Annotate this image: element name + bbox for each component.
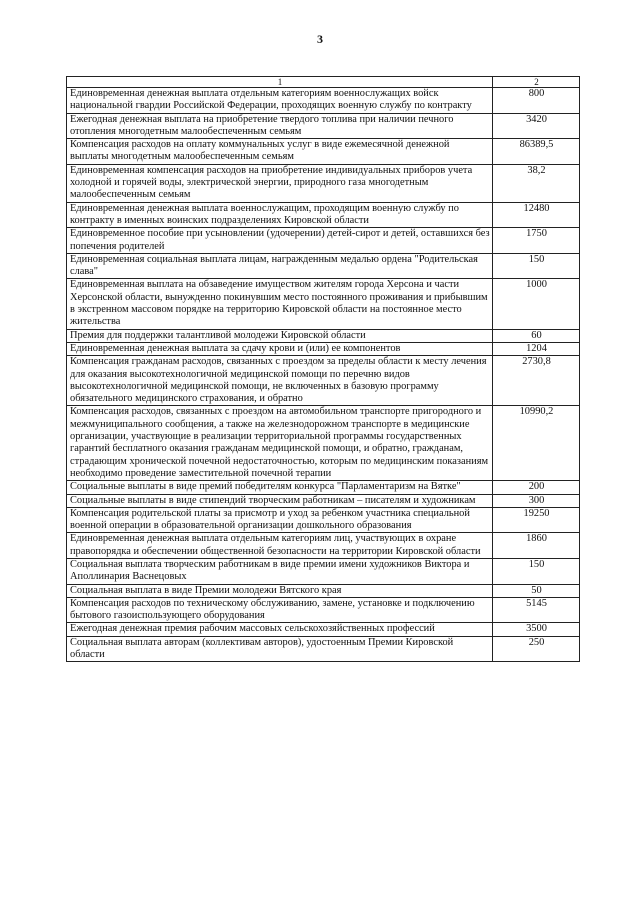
row-value: 1000 (493, 279, 580, 329)
row-label: Единовременная денежная выплата за сдачу крови и (или) ее компонентов (67, 342, 493, 355)
table-row (67, 584, 580, 597)
row-label: Ежегодная денежная премия рабочим массовых сельскохозяйственных профессий (67, 623, 493, 636)
row-value: 1750 (493, 228, 580, 254)
row-label: Социальные выплаты в виде премий победителям конкурса "Парламентаризм на Вятке" (67, 481, 493, 494)
row-value: 3500 (493, 623, 580, 636)
row-value: 150 (493, 253, 580, 279)
row-label: Единовременная денежная выплата отдельным категориям лиц, участвующих в охране правопорядка и обеспечении общественной безопасности на территории Кировской области (67, 533, 493, 559)
table-row (67, 636, 580, 662)
table-row (67, 253, 580, 279)
row-label: Ежегодная денежная выплата на приобретение твердого топлива при наличии печного отопления многодетным малообеспеченным семьям (67, 113, 493, 139)
row-value: 1860 (493, 533, 580, 559)
table-row (67, 113, 580, 139)
row-value: 86389,5 (493, 139, 580, 165)
table-row (67, 533, 580, 559)
row-value: 3420 (493, 113, 580, 139)
table-header-row (67, 77, 580, 88)
row-label: Единовременная компенсация расходов на приобретение индивидуальных приборов учета холодной и горячей воды, электрической энергии, природного газа многодетным малообеспеченным семьям (67, 164, 493, 202)
table-row (67, 507, 580, 533)
table-row (67, 494, 580, 507)
row-label: Социальная выплата авторам (коллективам авторов), удостоенным Премии Кировской области (67, 636, 493, 662)
row-label: Социальная выплата в виде Премии молодежи Вятского края (67, 584, 493, 597)
page-number: 3 (317, 32, 323, 46)
table-row (67, 597, 580, 623)
row-value: 200 (493, 481, 580, 494)
table-row (67, 329, 580, 342)
table-row (67, 558, 580, 584)
row-label: Единовременная социальная выплата лицам, награжденным медалью ордена "Родительская слава" (67, 253, 493, 279)
row-label: Компенсация гражданам расходов, связанных с проездом за пределы области к месту лечения для оказания высокотехнологичной медицинской помощи по перечню видов высокотехнологичной медицинской помощи, не включенных в базовую программу обязательного медицинского страхования, и обратно (67, 356, 493, 406)
row-value: 12480 (493, 202, 580, 228)
row-label: Социальная выплата творческим работникам в виде премии имени художников Виктора и Аполлинария Васнецовых (67, 558, 493, 584)
table-row (67, 88, 580, 114)
row-label: Единовременное пособие при усыновлении (удочерении) детей-сирот и детей, оставшихся без попечения родителей (67, 228, 493, 254)
row-value: 2730,8 (493, 356, 580, 406)
row-value: 38,2 (493, 164, 580, 202)
table-row (67, 202, 580, 228)
row-label: Компенсация расходов по техническому обслуживанию, замене, установке и подключению бытового газоиспользующего оборудования (67, 597, 493, 623)
table-row (67, 228, 580, 254)
row-value: 1204 (493, 342, 580, 355)
row-value: 19250 (493, 507, 580, 533)
table-row (67, 406, 580, 481)
row-label: Компенсация расходов на оплату коммунальных услуг в виде ежемесячной денежной выплаты многодетным малообеспеченным семьям (67, 139, 493, 165)
table-row (67, 342, 580, 355)
row-label: Единовременная денежная выплата военнослужащим, проходящим военную службу по контракту в именных воинских подразделениях Кировской области (67, 202, 493, 228)
column-header-2: 2 (493, 77, 580, 88)
budget-table (66, 76, 580, 662)
row-value: 150 (493, 558, 580, 584)
column-header-1: 1 (67, 77, 493, 88)
row-label: Социальные выплаты в виде стипендий творческим работникам – писателям и художникам (67, 494, 493, 507)
row-value: 10990,2 (493, 406, 580, 481)
row-value: 300 (493, 494, 580, 507)
row-label: Компенсация родительской платы за присмотр и уход за ребенком участника специальной военной операции в образовательной организации дошкольного образования (67, 507, 493, 533)
table-row (67, 481, 580, 494)
row-label: Компенсация расходов, связанных с проездом на автомобильном транспорте пригородного и межмуниципального сообщения, а также на железнодорожном транспорте в медицинские организации, участвующие в реализации территориальной программы государственных гарантий бесплатного оказания гражданам медицинской помощи, и обратно, гражданам, страдающим хронической почечной недостаточностью, которым по медицинским показаниям необходимо проведение заместительной почечной терапии (67, 406, 493, 481)
table-row (67, 164, 580, 202)
table-row (67, 356, 580, 406)
table-row (67, 139, 580, 165)
table-row (67, 279, 580, 329)
row-value: 5145 (493, 597, 580, 623)
row-value: 250 (493, 636, 580, 662)
row-label: Единовременная денежная выплата отдельным категориям военнослужащих войск национальной гвардии Российской Федерации, проходящих военную службу по контракту (67, 88, 493, 114)
table-row (67, 623, 580, 636)
row-value: 60 (493, 329, 580, 342)
row-value: 800 (493, 88, 580, 114)
row-label: Премия для поддержки талантливой молодежи Кировской области (67, 329, 493, 342)
row-value: 50 (493, 584, 580, 597)
row-label: Единовременная выплата на обзаведение имуществом жителям города Херсона и части Херсонской области, вынужденно покинувшим место постоянного проживания и прибывшим в экстренном массовом порядке на территорию Кировской области на постоянное место жительства (67, 279, 493, 329)
